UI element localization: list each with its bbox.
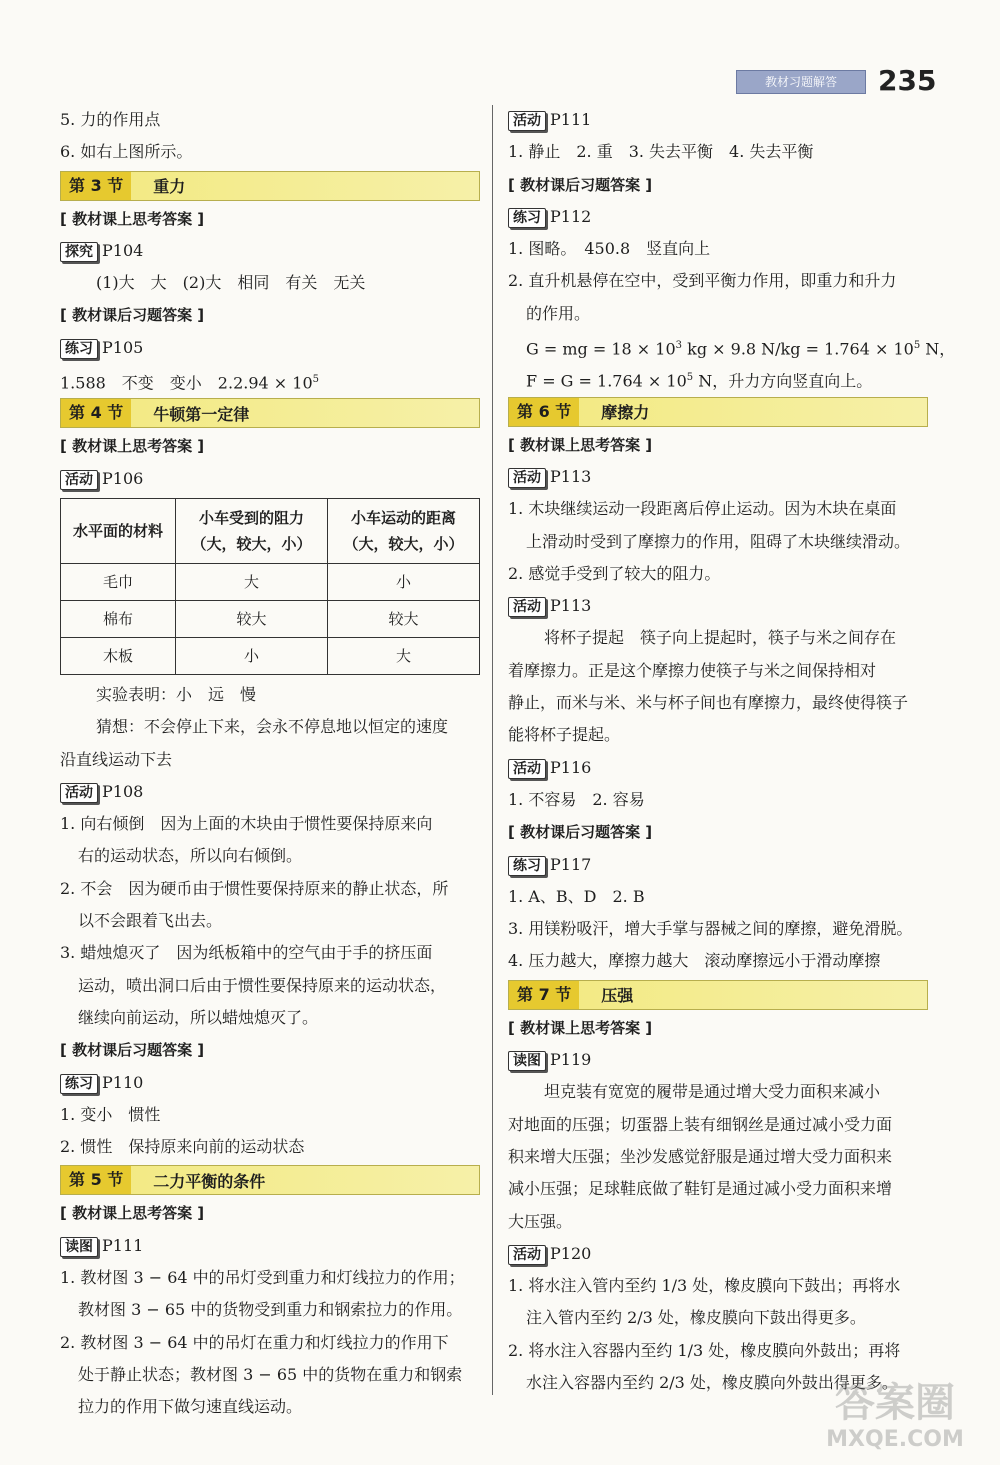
answer-line: 水注入容器内至约 2/3 处，橡皮膜向外鼓出得更多。 <box>526 1372 898 1392</box>
activity-tag: 活动 <box>508 597 546 617</box>
answer-line: 着摩擦力。正是这个摩擦力使筷子与米之间保持相对 <box>508 660 877 680</box>
section-title: 二力平衡的条件 <box>153 1171 266 1191</box>
table-row: 毛巾 大 小 <box>61 563 480 600</box>
header-section-tag: 教材习题解答 <box>736 70 866 94</box>
read-figure-tag: 读图 <box>508 1051 546 1071</box>
subheading-after: [ 教材课后习题答案 ] <box>60 1041 205 1060</box>
answer-line: 沿直线运动下去 <box>60 749 173 769</box>
answer-line: 上滑动时受到了摩擦力的作用，阻碍了木块继续滑动。 <box>526 531 911 551</box>
section-title: 摩擦力 <box>601 403 650 423</box>
page-ref: P113 <box>550 596 592 616</box>
page-ref: P113 <box>550 466 592 486</box>
page-ref: P105 <box>102 337 144 357</box>
answer-line: 猜想：不会停止下来，会永不停息地以恒定的速度 <box>96 717 449 737</box>
page-ref: P110 <box>102 1072 144 1092</box>
page-ref: P108 <box>102 781 144 801</box>
read-figure-tag: 读图 <box>60 1237 98 1257</box>
practice-tag: 练习 <box>60 339 98 359</box>
page-number: 235 <box>878 64 937 97</box>
page-ref: P120 <box>550 1243 592 1263</box>
left-column <box>60 104 480 1424</box>
answer-line: 运动，喷出洞口后由于惯性要保持原来的运动状态， <box>78 975 447 995</box>
page-ref: P111 <box>550 110 592 129</box>
subheading-classroom: [ 教材课上思考答案 ] <box>60 209 205 228</box>
table-header: 水平面的材料 <box>61 498 176 563</box>
answer-line: 1. 不容易 2. 容易 <box>508 789 645 809</box>
answer-line: 处于静止状态；教材图 3 − 65 中的货物在重力和钢索 <box>78 1364 463 1384</box>
answer-line: 2. 教材图 3 − 64 中的吊灯在重力和灯线拉力的作用下 <box>60 1332 449 1352</box>
answer-line: 坦克装有宽宽的履带是通过增大受力面积来减小 <box>544 1082 881 1102</box>
section-number: 第 3 节 <box>61 172 131 200</box>
section-number: 第 6 节 <box>509 398 579 426</box>
answer-line: 右的运动状态，所以向右倾倒。 <box>78 846 303 866</box>
answer-line: 能将杯子提起。 <box>508 725 621 745</box>
answer-line: 对地面的压强；切蛋器上装有细钢丝是通过减小受力面 <box>508 1114 893 1134</box>
page-ref: P116 <box>550 757 592 777</box>
answer-line: 5. 力的作用点 <box>60 110 161 129</box>
subheading-after: [ 教材课后习题答案 ] <box>60 306 205 325</box>
practice-tag: 练习 <box>60 1074 98 1094</box>
answer-line: 2. 将水注入容器内至约 1/3 处，橡皮膜向外鼓出；再将 <box>508 1340 901 1360</box>
page-ref: P117 <box>550 854 592 874</box>
table-row: 棉布 较大 较大 <box>61 600 480 637</box>
column-divider <box>492 105 493 1395</box>
answer-line: 1.588 不变 变小 $2.2.94 \times 10^5$ <box>60 373 320 393</box>
answer-line: 静止，而米与米、米与杯子间也有摩擦力，最终使得筷子 <box>508 693 909 713</box>
equation-line: $F = G = 1.764 \times 10^5$ N，升力方向竖直向上。 <box>526 371 873 391</box>
answer-line: 2. 直升机悬停在空中，受到平衡力作用，即重力和升力 <box>508 271 897 291</box>
table-header: 小车受到的阻力 （大，较大，小） <box>175 498 327 563</box>
answer-line: 教材图 3 − 65 中的货物受到重力和钢索拉力的作用。 <box>78 1300 463 1320</box>
section-title: 压强 <box>601 986 634 1006</box>
activity-tag: 活动 <box>508 468 546 488</box>
experiment-table <box>60 498 480 675</box>
answer-line: 1. 静止 2. 重 3. 失去平衡 4. 失去平衡 <box>508 142 814 162</box>
section-title: 牛顿第一定律 <box>153 404 250 424</box>
practice-tag: 练习 <box>508 208 546 228</box>
section-number: 第 7 节 <box>509 981 579 1009</box>
subheading-classroom: [ 教材课上思考答案 ] <box>508 1018 653 1037</box>
answer-line: 1. 变小 惯性 <box>60 1104 161 1124</box>
answer-line: 4. 压力越大，摩擦力越大 滚动摩擦远小于滑动摩擦 <box>508 951 881 971</box>
answer-line: (1)大 大 (2)大 相同 有关 无关 <box>96 273 366 293</box>
activity-tag: 活动 <box>508 1245 546 1265</box>
section-header-4 <box>60 398 480 428</box>
page-ref: P112 <box>550 206 592 226</box>
answer-line: 拉力的作用下做匀速直线运动。 <box>78 1397 303 1417</box>
section-title: 重力 <box>153 177 186 197</box>
answer-line: 2. 感觉手受到了较大的阻力。 <box>508 563 721 583</box>
practice-tag: 练习 <box>508 856 546 876</box>
answer-line: 以不会跟着飞出去。 <box>78 911 223 931</box>
answer-line: 3. 蜡烛熄灭了 因为纸板箱中的空气由于手的挤压面 <box>60 943 433 963</box>
subheading-classroom: [ 教材课上思考答案 ] <box>60 1204 205 1223</box>
activity-tag: 活动 <box>508 111 546 131</box>
page-ref: P106 <box>102 468 144 488</box>
subheading-after: [ 教材课后习题答案 ] <box>508 175 653 194</box>
subheading-classroom: [ 教材课上思考答案 ] <box>60 437 205 456</box>
answer-line: 减小压强；足球鞋底做了鞋钉是通过减小受力面积来增 <box>508 1179 893 1199</box>
answer-line: 1. 图略。 450.8 竖直向上 <box>508 239 711 259</box>
answer-line: 1. 教材图 3 − 64 中的吊灯受到重力和灯线拉力的作用； <box>60 1268 465 1288</box>
answer-line: 注入管内至约 2/3 处，橡皮膜向下鼓出得更多。 <box>526 1308 866 1328</box>
page-ref: P119 <box>550 1050 592 1070</box>
answer-line: 3. 用镁粉吸汗，增大手掌与器械之间的摩擦，避免滑脱。 <box>508 919 913 939</box>
section-header-7 <box>508 980 928 1010</box>
answer-line: 2. 惯性 保持原来向前的运动状态 <box>60 1137 305 1157</box>
page-ref: P111 <box>102 1235 144 1255</box>
answer-line: 积来增大压强；坐沙发感觉舒服是通过增大受力面积来 <box>508 1146 893 1166</box>
section-header-3 <box>60 171 480 201</box>
answer-line: 实验表明：小 远 慢 <box>96 684 257 704</box>
equation-line: G = mg = $18 \times 10^3$ kg × 9.8 $N/kg = 1.764 \times 10^5$ N， <box>526 339 956 359</box>
answer-line: 将杯子提起 筷子向上提起时，筷子与米之间存在 <box>544 628 897 648</box>
activity-tag: 活动 <box>508 759 546 779</box>
activity-tag: 活动 <box>60 470 98 490</box>
table-header: 小车运动的距离 （大，较大，小） <box>327 498 479 563</box>
activity-tag: 活动 <box>60 783 98 803</box>
answer-line: 1. 木块继续运动一段距离后停止运动。因为木块在桌面 <box>508 499 897 519</box>
answer-line: 6. 如右上图所示。 <box>60 142 193 162</box>
answer-line: 继续向前运动，所以蜡烛熄灭了。 <box>78 1007 319 1027</box>
section-number: 第 5 节 <box>61 1166 131 1194</box>
section-number: 第 4 节 <box>61 399 131 427</box>
answer-line: 2. 不会 因为硬币由于惯性要保持原来的静止状态，所 <box>60 878 449 898</box>
explore-tag: 探究 <box>60 242 98 262</box>
subheading-classroom: [ 教材课上思考答案 ] <box>508 435 653 454</box>
right-column <box>508 104 956 1399</box>
table-row: 木板 小 大 <box>61 637 480 674</box>
answer-line: 1. 向右倾倒 因为上面的木块由于惯性要保持原来向 <box>60 814 433 834</box>
answer-line: 大压强。 <box>508 1211 573 1231</box>
answer-line: 1. 将水注入管内至约 1/3 处，橡皮膜向下鼓出；再将水 <box>508 1276 901 1296</box>
section-header-5 <box>60 1165 480 1195</box>
answer-line: 1. A、B、D 2. B <box>508 886 645 906</box>
section-header-6 <box>508 397 928 427</box>
answer-line: 的作用。 <box>526 303 591 323</box>
watermark-logo: 答案圈 MXQE.COM <box>826 1380 964 1452</box>
subheading-after: [ 教材课后习题答案 ] <box>508 823 653 842</box>
page-ref: P104 <box>102 240 144 260</box>
